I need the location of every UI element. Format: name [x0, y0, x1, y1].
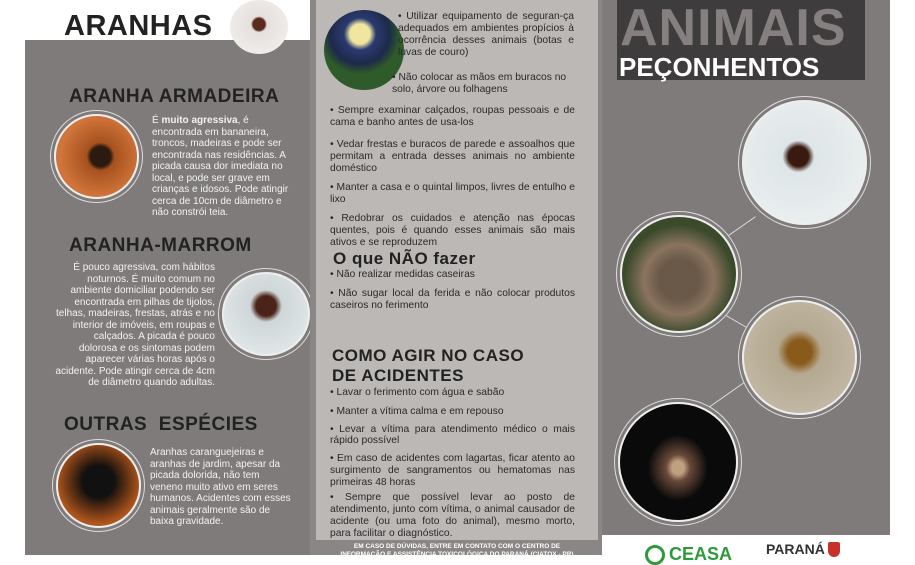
scorpion-photo	[742, 300, 857, 415]
prevention-item: • Redobrar os cuidados e atenção nas épocas quentes, pois é quando esses animais são mais ativos e se reproduzem	[330, 213, 575, 248]
armadeira-text: É muito agressiva, é encontrada em bananeira, troncos, madeiras e pode ser encontrada nas residências. A picada causa dor imediata no local, e pode ser grave em crianças e idosos. Pode atingir cerca de 10cm de diâmetro e não constrói teia.	[152, 115, 289, 218]
outras-text: Aranhas caranguejeiras e aranhas de jardim, apesar da picada dolorida, não tem veneno muito ativo em seres humanos. Acidentes com esses animais geralmente são de baixa gravidade.	[150, 447, 291, 527]
dont-item: • Não realizar medidas caseiras	[330, 269, 475, 280]
accident-heading-line: COMO AGIR NO CASO	[332, 346, 525, 365]
page-title-aranhas: ARANHAS	[64, 10, 213, 42]
tarantula-photo	[56, 443, 141, 528]
prevention-item: • Não colocar as mãos em buracos no solo, árvore ou folhagens	[392, 72, 567, 95]
ceasa-logo-text: CEASA	[669, 544, 733, 564]
contact-footer-line: INFORMAÇÃO E ASSISTÊNCIA TOXICOLÓGICA DO PARANÁ (CIATOX - PR)	[340, 551, 574, 558]
dont-list	[330, 269, 575, 312]
parana-crest-icon	[828, 542, 840, 557]
caterpillar-photo	[618, 402, 738, 522]
accident-heading	[332, 346, 524, 386]
marrom-heading: ARANHA-MARROM	[69, 235, 252, 256]
accident-item: • Lavar o ferimento com água e sabão	[330, 387, 505, 398]
prevention-item: • Sempre examinar calçados, roupas pessoais e de cama e banho antes de usa-los	[330, 105, 575, 128]
title-peconhentos: PEÇONHENTOS	[619, 52, 820, 82]
accident-item: • Manter a vítima calma e em repouso	[330, 406, 504, 417]
marrom-text: É pouco agressiva, com hábitos noturnos. É muito comum no ambiente domiciliar podendo ser encontrada em pilhas de tijolos, telhas, madeiras, frestas, atrás e no interior de imóveis, em roupas e calçados. A picada é pouco dolorosa e os sintomas podem aparecer várias horas após o acidente. Pode atingir cerca de 4cm de diâmetro quando adultas.	[55, 262, 215, 388]
contact-footer-line: EM CASO DE DÚVIDAS, ENTRE EM CONTATO COM O CENTRO DE	[353, 543, 561, 550]
parana-logo-text: PARANÁ	[766, 541, 825, 557]
accident-item: • Sempre que possível levar ao posto de atendimento, junto com vítima, o animal causador de acidente (ou uma foto do animal), mesmo morto, para facilitar o diagnóstico.	[330, 492, 575, 539]
armadeira-photo	[54, 114, 139, 199]
accident-list	[330, 387, 575, 540]
accident-heading-line: DE ACIDENTES	[332, 366, 464, 385]
marrom-photo	[222, 272, 310, 356]
title-animais: ANIMAIS	[620, 0, 847, 57]
prevention-list	[330, 105, 575, 249]
contact-footer	[316, 543, 598, 559]
spider-photo-header	[230, 0, 288, 54]
spider-photo	[742, 100, 867, 225]
armadeira-heading: ARANHA ARMADEIRA	[69, 86, 280, 107]
accident-item: • Levar a vítima para atendimento médico o mais rápido possível	[330, 424, 575, 446]
dont-heading: O que NÃO fazer	[333, 249, 476, 268]
outras-heading: OUTRAS ESPÉCIES	[64, 414, 258, 435]
dont-item: • Não sugar local da ferida e não colocar produtos caseiros no ferimento	[330, 288, 575, 311]
accident-item: • Em caso de acidentes com lagartas, ficar atento ao surgimento de sangramentos ou hematomas nas primeiras 48 horas	[330, 453, 575, 488]
prevention-item: • Vedar frestas e buracos de parede e assoalhos que permitam a entrada desses animais no ambiente doméstico	[330, 139, 575, 174]
snake-photo	[620, 215, 738, 333]
prevention-item: • Utilizar equipamento de seguran-ça adequados em ambientes propícios à ocorrência desses animais (botas e luvas de couro)	[398, 11, 574, 58]
prevention-item: • Manter a casa e o quintal limpos, livres de entulho e lixo	[330, 182, 575, 205]
